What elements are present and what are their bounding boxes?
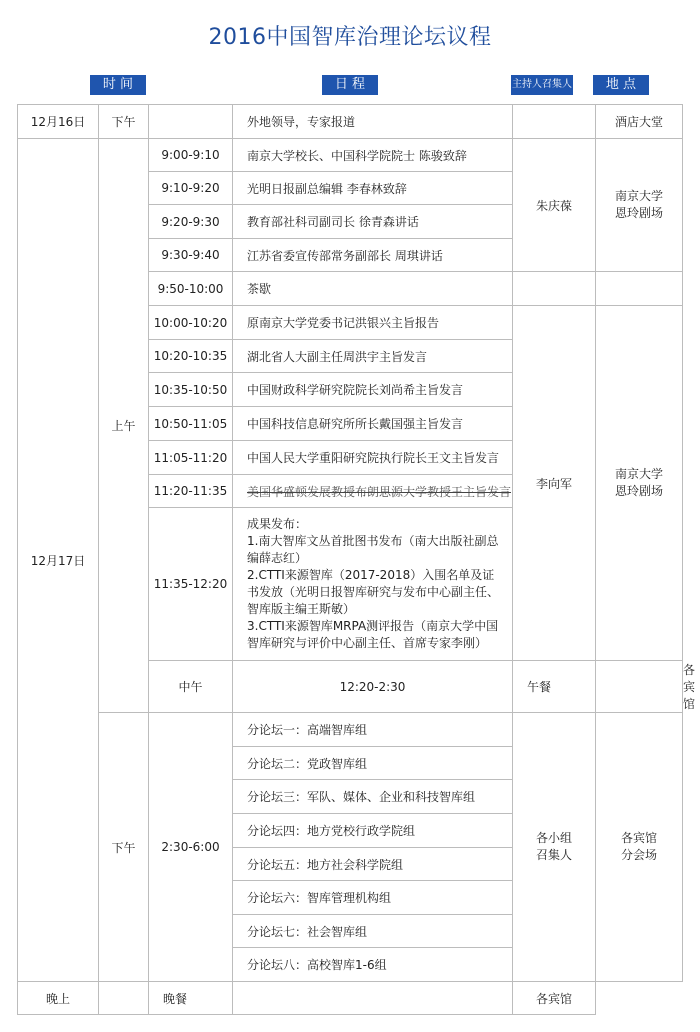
forum-item: 分论坛二：党政智库组 (233, 747, 513, 780)
table-row (18, 713, 683, 747)
time-cell (149, 105, 233, 139)
page-title: 2016中国智库治理论坛议程 (208, 25, 492, 50)
agenda-item (233, 475, 513, 508)
release-line: 3.CTTI来源智库MRPA测评报告（南京大学中国智库研究与评价中心副主任、首席专家李刚） (247, 619, 499, 650)
host-cell: 李向军 (513, 306, 596, 661)
place-line: 恩玲剧场 (614, 206, 663, 220)
time-cell: 9:30-9:40 (149, 239, 233, 272)
time-cell: 9:00-9:10 (149, 139, 233, 172)
time-cell: 11:35-12:20 (149, 508, 233, 661)
table-row (18, 982, 683, 1015)
agenda-item: 教育部社科司副司长 徐青森讲话 (233, 205, 513, 239)
struck-agenda-text: 美国华盛顿发展教授布朗思源大学教授王主旨发言 (247, 484, 512, 499)
place-line: 各宾馆 (620, 831, 657, 845)
time-cell: 12:20-2:30 (233, 661, 513, 713)
host-cell (513, 105, 596, 139)
period-cell: 下午 (99, 105, 149, 139)
host-cell (596, 661, 683, 713)
time-cell: 11:20-11:35 (149, 475, 233, 508)
host-cell (233, 982, 513, 1015)
agenda-item: 中国科技信息研究所所长戴国强主旨发言 (233, 407, 513, 441)
time-cell: 10:00-10:20 (149, 306, 233, 340)
agenda-item: 午餐 (513, 661, 596, 713)
host-cell (513, 272, 596, 306)
host-cell: 朱庆葆 (513, 139, 596, 272)
header-time: 时 间 (90, 75, 146, 95)
place-cell (596, 306, 683, 661)
agenda-item: 茶歇 (233, 272, 513, 306)
time-cell (99, 982, 149, 1015)
place-cell: 酒店大堂 (596, 105, 683, 139)
table-row (18, 105, 683, 139)
agenda-item: 江苏省委宣传部常务副部长 周琪讲话 (233, 239, 513, 272)
period-cell: 晚上 (18, 982, 99, 1015)
header-place: 地 点 (593, 75, 649, 95)
host-line: 各小组 (535, 831, 572, 845)
agenda-item: 中国财政科学研究院院长刘尚希主旨发言 (233, 373, 513, 407)
table-row: 中午 12:20-2:30 午餐 各宾馆 (18, 661, 683, 713)
release-line: 1.南大智库文丛首批图书发布（南大出版社副总编薛志红） (247, 534, 499, 565)
release-line: 成果发布： (247, 517, 308, 531)
place-line: 南京大学 (614, 467, 663, 481)
agenda-item: 光明日报副总编辑 李春林致辞 (233, 172, 513, 205)
place-line: 南京大学 (614, 189, 663, 203)
time-cell: 9:20-9:30 (149, 205, 233, 239)
place-line: 分会场 (620, 848, 657, 862)
agenda-item: 原南京大学党委书记洪银兴主旨报告 (233, 306, 513, 340)
agenda-item: 中国人民大学重阳研究院执行院长王文主旨发言 (233, 441, 513, 475)
time-cell: 9:10-9:20 (149, 172, 233, 205)
agenda-item: 晚餐 (149, 982, 233, 1015)
place-cell (596, 272, 683, 306)
header-schedule: 日 程 (322, 75, 378, 95)
period-cell: 中午 (149, 661, 233, 713)
agenda-item: 外地领导，专家报道 (233, 105, 513, 139)
agenda-item: 湖北省人大副主任周洪宇主旨发言 (233, 340, 513, 373)
forum-item: 分论坛八：高校智库1-6组 (233, 948, 513, 982)
place-cell: 各宾馆 (513, 982, 596, 1015)
place-line: 恩玲剧场 (614, 484, 663, 498)
forum-item: 分论坛七：社会智库组 (233, 915, 513, 948)
release-cell (233, 508, 513, 661)
forum-item: 分论坛六：智库管理机构组 (233, 881, 513, 915)
schedule-table (17, 104, 696, 1015)
time-cell: 2:30-6:00 (149, 713, 233, 982)
time-cell: 10:35-10:50 (149, 373, 233, 407)
period-cell: 上午 (99, 139, 149, 713)
time-cell: 10:20-10:35 (149, 340, 233, 373)
date-cell: 12月17日 (18, 139, 99, 982)
date-cell: 12月16日 (18, 105, 99, 139)
place-cell (596, 139, 683, 272)
period-cell: 下午 (99, 713, 149, 982)
table-row (18, 139, 683, 172)
time-cell: 10:50-11:05 (149, 407, 233, 441)
agenda-item: 南京大学校长、中国科学院院士 陈骏致辞 (233, 139, 513, 172)
host-line: 召集人 (535, 848, 572, 862)
time-cell: 11:05-11:20 (149, 441, 233, 475)
forum-item: 分论坛一：高端智库组 (233, 713, 513, 747)
header-host: 主持人召集人 (511, 75, 573, 95)
time-cell: 9:50-10:00 (149, 272, 233, 306)
forum-item: 分论坛四：地方党校行政学院组 (233, 814, 513, 848)
release-line: 2.CTTI来源智库（2017-2018）入围名单及证书发放（光明日报智库研究与发布中心副主任、智库版主编王斯敏） (247, 568, 500, 616)
forum-item: 分论坛三：军队、媒体、企业和科技智库组 (233, 780, 513, 814)
place-cell (596, 713, 683, 982)
forum-item: 分论坛五：地方社会科学院组 (233, 848, 513, 881)
host-cell (513, 713, 596, 982)
